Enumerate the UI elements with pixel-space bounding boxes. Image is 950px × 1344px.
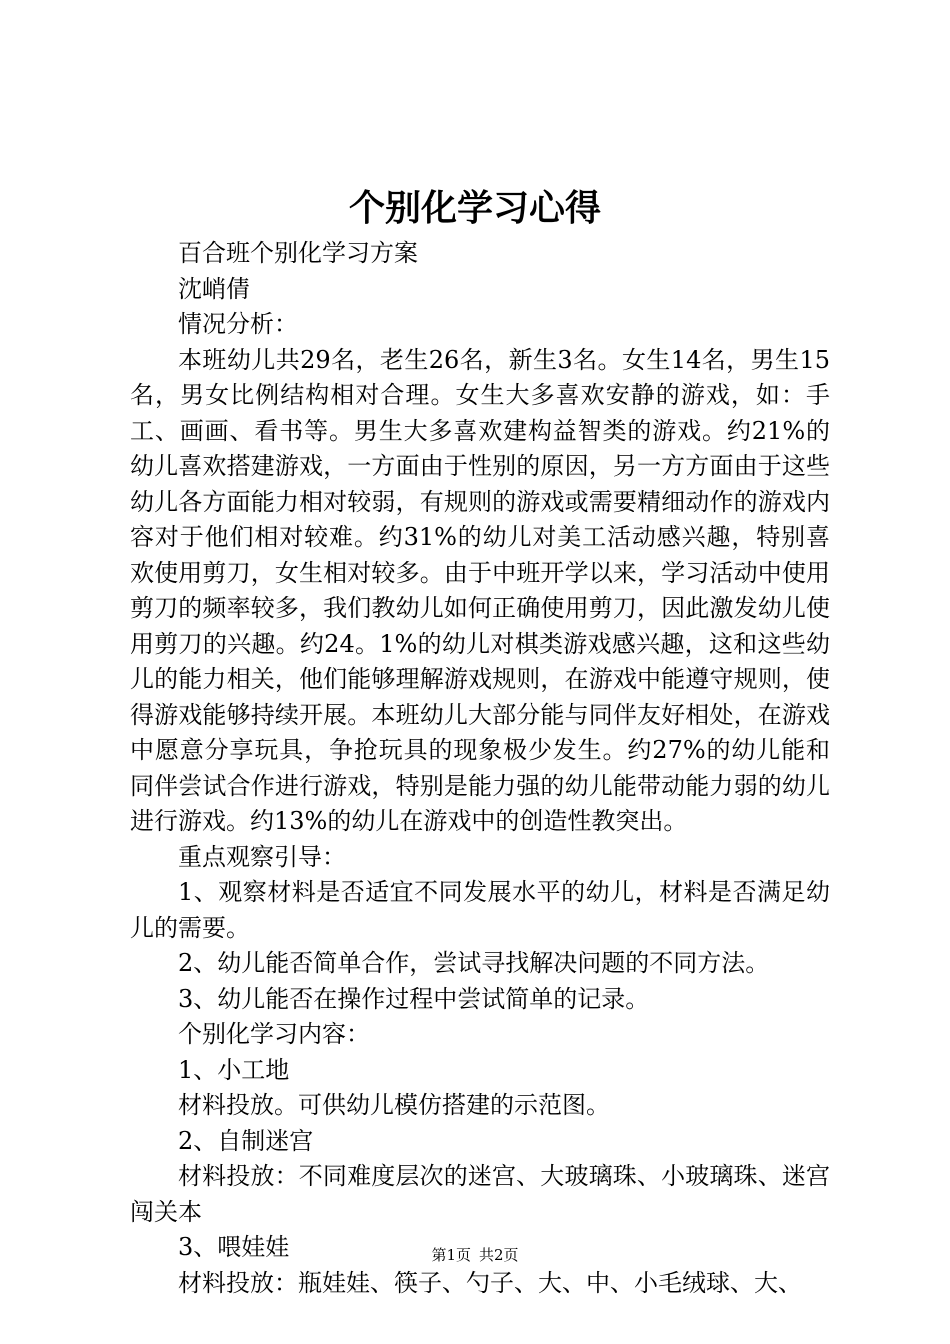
paragraph-observation-heading: 重点观察引导： bbox=[178, 842, 346, 871]
paragraph-analysis-body: 本班幼儿共29名，老生26名，新生3名。女生14名，男生15名，男女比例结构相对合理。女生大多喜欢安静的游戏，如：手工、画画、看书等。男生大多喜欢建构益智类的游戏。约21%的幼儿喜欢搭建游戏，一方面由于性别的原因，另一方方面由于这些幼儿各方面能力相对较弱，有规则的游戏或需要精细动作的游戏内容对于他们相对较难。约31%的幼儿对美工活动感兴趣，特别喜欢使用剪刀，女生相对较多。由于中班开学以来，学习活动中使用剪刀的频率较多，我们教幼儿如何正确使用剪刀，因此激发幼儿使用剪刀的兴趣。约24。1%的幼儿对棋类游戏感兴趣，这和这些幼儿的能力相关，他们能够理解游戏规则，在游戏中能遵守规则，使得游戏能够持续开展。本班幼儿大部分能与同伴友好相处，在游戏中愿意分享玩具，争抢玩具的现象极少发生。约27%的幼儿能和同伴尝试合作进行游戏，特别是能力强的幼儿能带动能力弱的幼儿进行游戏。约13%的幼儿在游戏中的创造性教突出。 bbox=[130, 345, 830, 835]
paragraph-content-item-2: 2、自制迷宫 bbox=[178, 1126, 314, 1155]
document-body bbox=[130, 236, 830, 1301]
document-title: 个别化学习心得 bbox=[348, 187, 601, 229]
paragraph-content-item-3: 3、喂娃娃 bbox=[178, 1233, 290, 1261]
paragraph-content-item-1: 1、小工地 bbox=[178, 1055, 290, 1084]
page-number: 第1页 bbox=[431, 1246, 471, 1264]
paragraph-content-item-2-materials: 材料投放：不同难度层次的迷宫、大玻璃珠、小玻璃珠、迷宫闯关本 bbox=[130, 1162, 830, 1226]
paragraph-observation-item-1: 1、观察材料是否适宜不同发展水平的幼儿，材料是否满足幼儿的需要。 bbox=[130, 878, 830, 942]
paragraph-observation-item-2: 2、幼儿能否简单合作，尝试寻找解决问题的不同方法。 bbox=[178, 949, 770, 977]
paragraph-content-heading: 个别化学习内容： bbox=[178, 1020, 370, 1048]
page-footer bbox=[0, 1245, 950, 1265]
paragraph-author: 沈峭倩 bbox=[178, 274, 250, 303]
paragraph-analysis-heading: 情况分析： bbox=[178, 310, 298, 338]
paragraph-content-item-3-materials: 材料投放：瓶娃娃、筷子、勺子、大、中、小毛绒球、大、 bbox=[178, 1268, 802, 1297]
paragraph-content-item-1-materials: 材料投放。可供幼儿模仿搭建的示范图。 bbox=[178, 1091, 610, 1119]
paragraph-observation-item-3: 3、幼儿能否在操作过程中尝试简单的记录。 bbox=[178, 984, 650, 1013]
paragraph-plan-title: 百合班个别化学习方案 bbox=[178, 239, 418, 267]
page-total: 共2页 bbox=[479, 1246, 519, 1264]
